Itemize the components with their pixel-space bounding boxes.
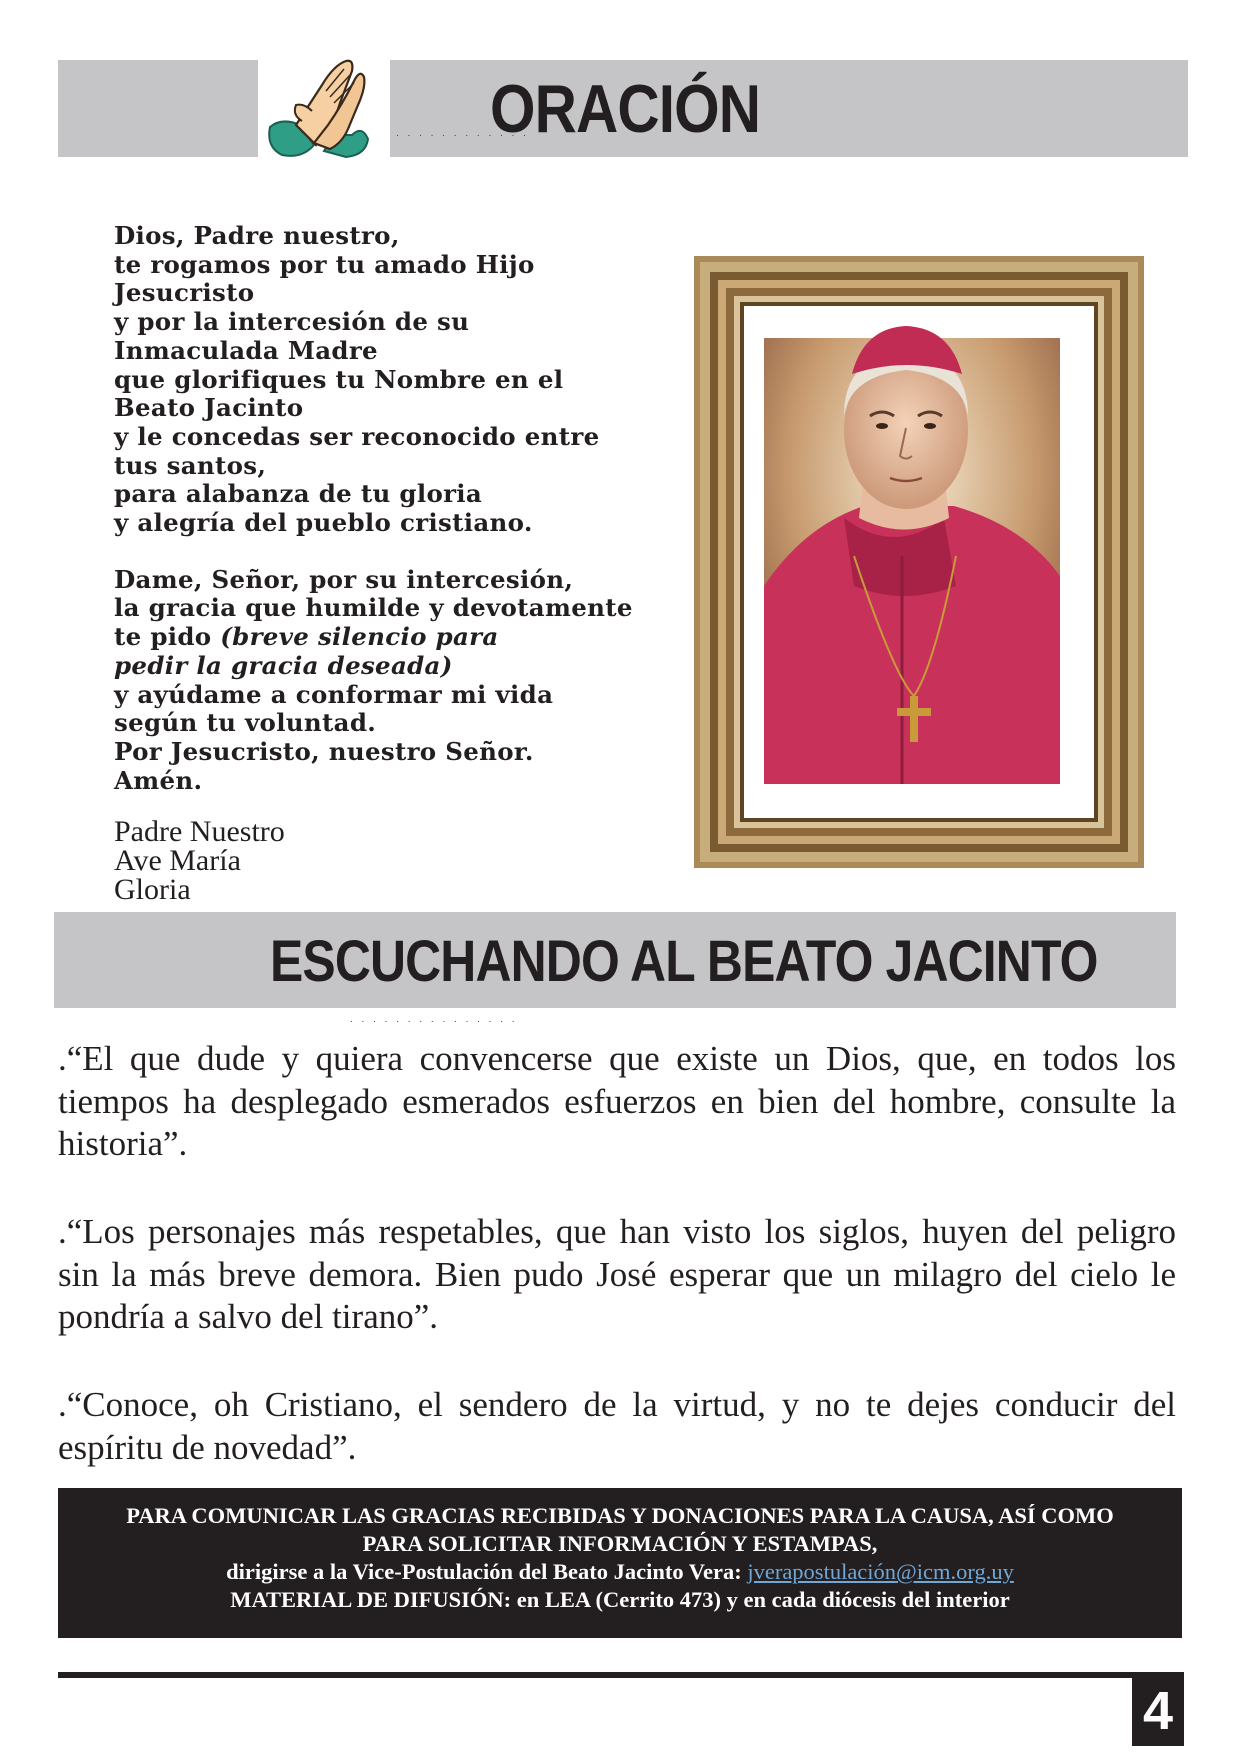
prayer-line: y alegría del pueblo cristiano. bbox=[114, 508, 533, 538]
prayer-line-text: te pido bbox=[114, 622, 221, 652]
section-title: ESCUCHANDO AL BEATO JACINTO bbox=[270, 929, 1098, 994]
prayer-line bbox=[114, 623, 674, 652]
prayer-line: que glorifiques tu Nombre en el bbox=[114, 364, 564, 394]
quote-paragraph: .“Conoce, oh Cristiano, el sendero de la virtud, y no te dejes conducir del espíritu de novedad”. bbox=[58, 1385, 1176, 1467]
prayer-line: Amén. bbox=[114, 765, 203, 795]
footer-text: dirigirse a la Vice-Postulación del Beato Jacinto Vera: bbox=[226, 1559, 748, 1584]
footer-line: PARA COMUNICAR LAS GRACIAS RECIBIDAS Y DONACIONES PARA LA CAUSA, ASÍ COMO bbox=[126, 1503, 1114, 1528]
prayer-line: Inmaculada Madre bbox=[114, 335, 378, 365]
prayer-line: Dame, Señor, por su intercesión, bbox=[114, 564, 574, 594]
contact-footer bbox=[58, 1488, 1182, 1638]
prayer-line: según tu voluntad. bbox=[114, 708, 377, 738]
prayer-line: Por Jesucristo, nuestro Señor. bbox=[114, 736, 534, 766]
prayer-line: y por la intercesión de su bbox=[114, 307, 470, 337]
footer-line: PARA SOLICITAR INFORMACIÓN Y ESTAMPAS, bbox=[362, 1531, 878, 1556]
prayer-line: la gracia que humilde y devotamente bbox=[114, 593, 633, 623]
decorative-dots: . . . . . . . . . . . . . . . bbox=[350, 1014, 518, 1025]
page-title: ORACIÓN bbox=[490, 71, 761, 147]
header-bar-left bbox=[58, 60, 258, 157]
prayer-line bbox=[114, 652, 674, 681]
email-link[interactable]: jverapostulación@icm.org.uy bbox=[747, 1559, 1014, 1584]
praying-hands-icon bbox=[262, 55, 372, 160]
prayer-line: y ayúdame a conformar mi vida bbox=[114, 679, 554, 709]
prayer-line: tus santos, bbox=[114, 450, 267, 480]
prayer-italic-note: (breve silencio para bbox=[220, 622, 499, 652]
prayer-line: te rogamos por tu amado Hijo bbox=[114, 249, 535, 279]
quote-paragraph: .“El que dude y quiera convencerse que existe un Dios, que, en todos los tiempos ha desplegado esmerados esfuerzos en bien del hombre, consulte la historia”. bbox=[58, 1039, 1176, 1163]
bottom-rule bbox=[58, 1672, 1184, 1678]
prayer-name: Ave María bbox=[114, 844, 241, 878]
page-number: 4 bbox=[1132, 1676, 1184, 1746]
footer-line bbox=[58, 1558, 1182, 1586]
prayer-italic-note: pedir la gracia deseada) bbox=[114, 650, 453, 680]
quote-paragraph: .“Los personajes más respetables, que han visto los siglos, huyen del peligro sin la más breve demora. Bien pudo José esperar que un milagro del cielo le pondría a salvo del tirano”. bbox=[58, 1212, 1176, 1336]
prayer-line: Beato Jacinto bbox=[114, 393, 304, 423]
footer-line: MATERIAL DE DIFUSIÓN: en LEA (Cerrito 473) y en cada diócesis del interior bbox=[230, 1587, 1010, 1612]
prayer-text bbox=[114, 221, 674, 907]
framed-portrait bbox=[694, 256, 1144, 868]
prayer-name: Padre Nuestro bbox=[114, 815, 285, 849]
prayer-line: para alabanza de tu gloria bbox=[114, 479, 483, 509]
decorative-dots: . . . . . . . . . . . . bbox=[396, 128, 529, 139]
prayer-line: Dios, Padre nuestro, bbox=[114, 221, 400, 250]
prayer-name: Gloria bbox=[114, 873, 191, 907]
prayer-line: Jesucristo bbox=[114, 278, 255, 308]
prayer-line: y le concedas ser reconocido entre bbox=[114, 421, 600, 451]
